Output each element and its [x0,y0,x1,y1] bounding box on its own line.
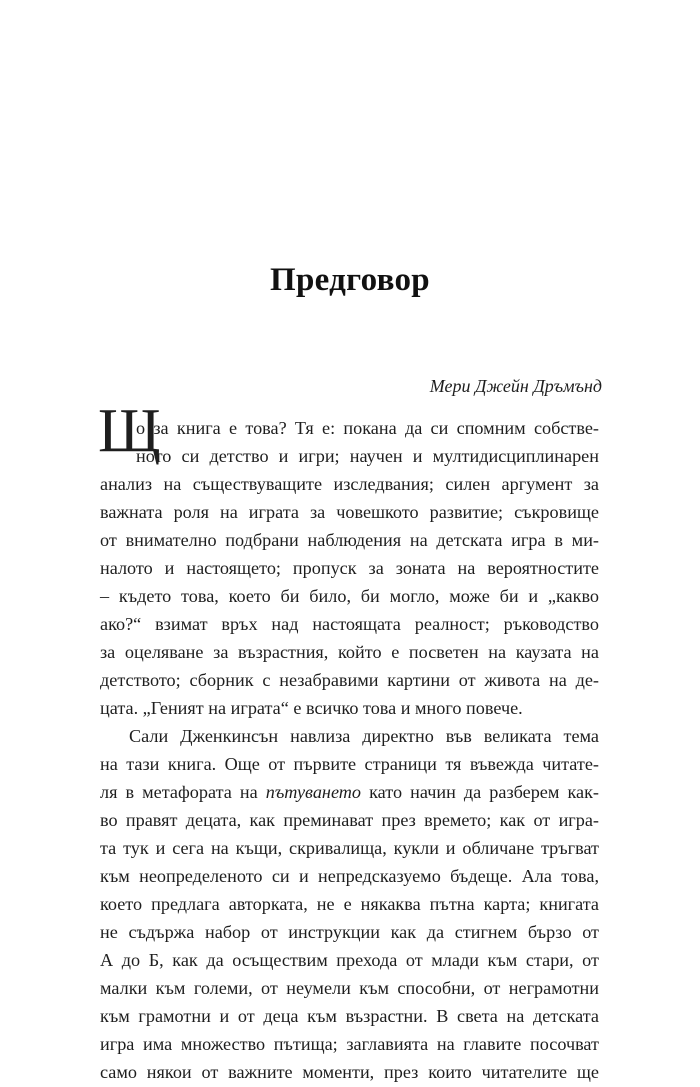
chapter-title: Предговор [270,262,430,298]
text-line: во правят децата, как преминават през времето; как от игра- [100,810,599,830]
text-line: към неопределеното си и непредсказуемо бъдеще. Ала това, [100,866,599,886]
text-line: цата. „Геният на играта“ е всичко това и много повече. [100,698,523,718]
drop-cap: Щ [98,397,161,465]
text-line: о за книга е това? Тя е: покана да си спомним собстве- [136,418,599,438]
text-line: към грамотни и от деца към възрастни. В света на детската [100,1006,599,1026]
author-name: Мери Джейн Дръмънд [429,376,602,396]
text-line: от внимателно подбрани наблюдения на детската игра в ми- [100,530,599,550]
text-line: важната роля на играта за човешкото развитие; съкровище [100,502,599,522]
text-run: ля в метафората на [100,782,266,802]
text-line: ното си детство и игри; научен и мултидисциплинарен [136,446,599,466]
text-line: А до Б, как да осъществим прехода от млади към стари, от [100,950,599,970]
text-run: като начин да разберем как- [361,782,599,802]
text-line: Сали Дженкинсън навлиза директно във великата тема [129,726,599,746]
text-line: за оцеляване за възрастния, който е посветен на каузата на [100,642,599,662]
text-line: ако?“ взимат връх над настоящата реалност; ръководство [100,614,599,634]
text-line: което предлага авторката, не е някаква пътна карта; книгата [100,894,599,914]
text-line: само някои от важните моменти, през които читателите ще [100,1062,599,1082]
text-line: налото и настоящето; пропуск за зоната на вероятностите [100,558,599,578]
text-line: не съдържа набор от инструкции как да стигнем бързо от [100,922,599,942]
text-line: анализ на съществуващите изследвания; силен аргумент за [100,474,599,494]
text-line: на тази книга. Още от първите страници тя въвежда читате- [100,754,599,774]
text-line: детството; сборник с незабравими картини от живота на де- [100,670,599,690]
text-line: малки към големи, от неумели към способни, от неграмотни [100,978,599,998]
text-line: игра има множество пътища; заглавията на главите посочват [100,1034,599,1054]
text-line [100,777,599,807]
text-line: – където това, което би било, би могло, може би и „какво [100,586,599,606]
emphasized-word: пътуването [265,782,362,802]
text-line: та тук и сега на къщи, скривалища, кукли и обличане тръгват [100,838,599,858]
